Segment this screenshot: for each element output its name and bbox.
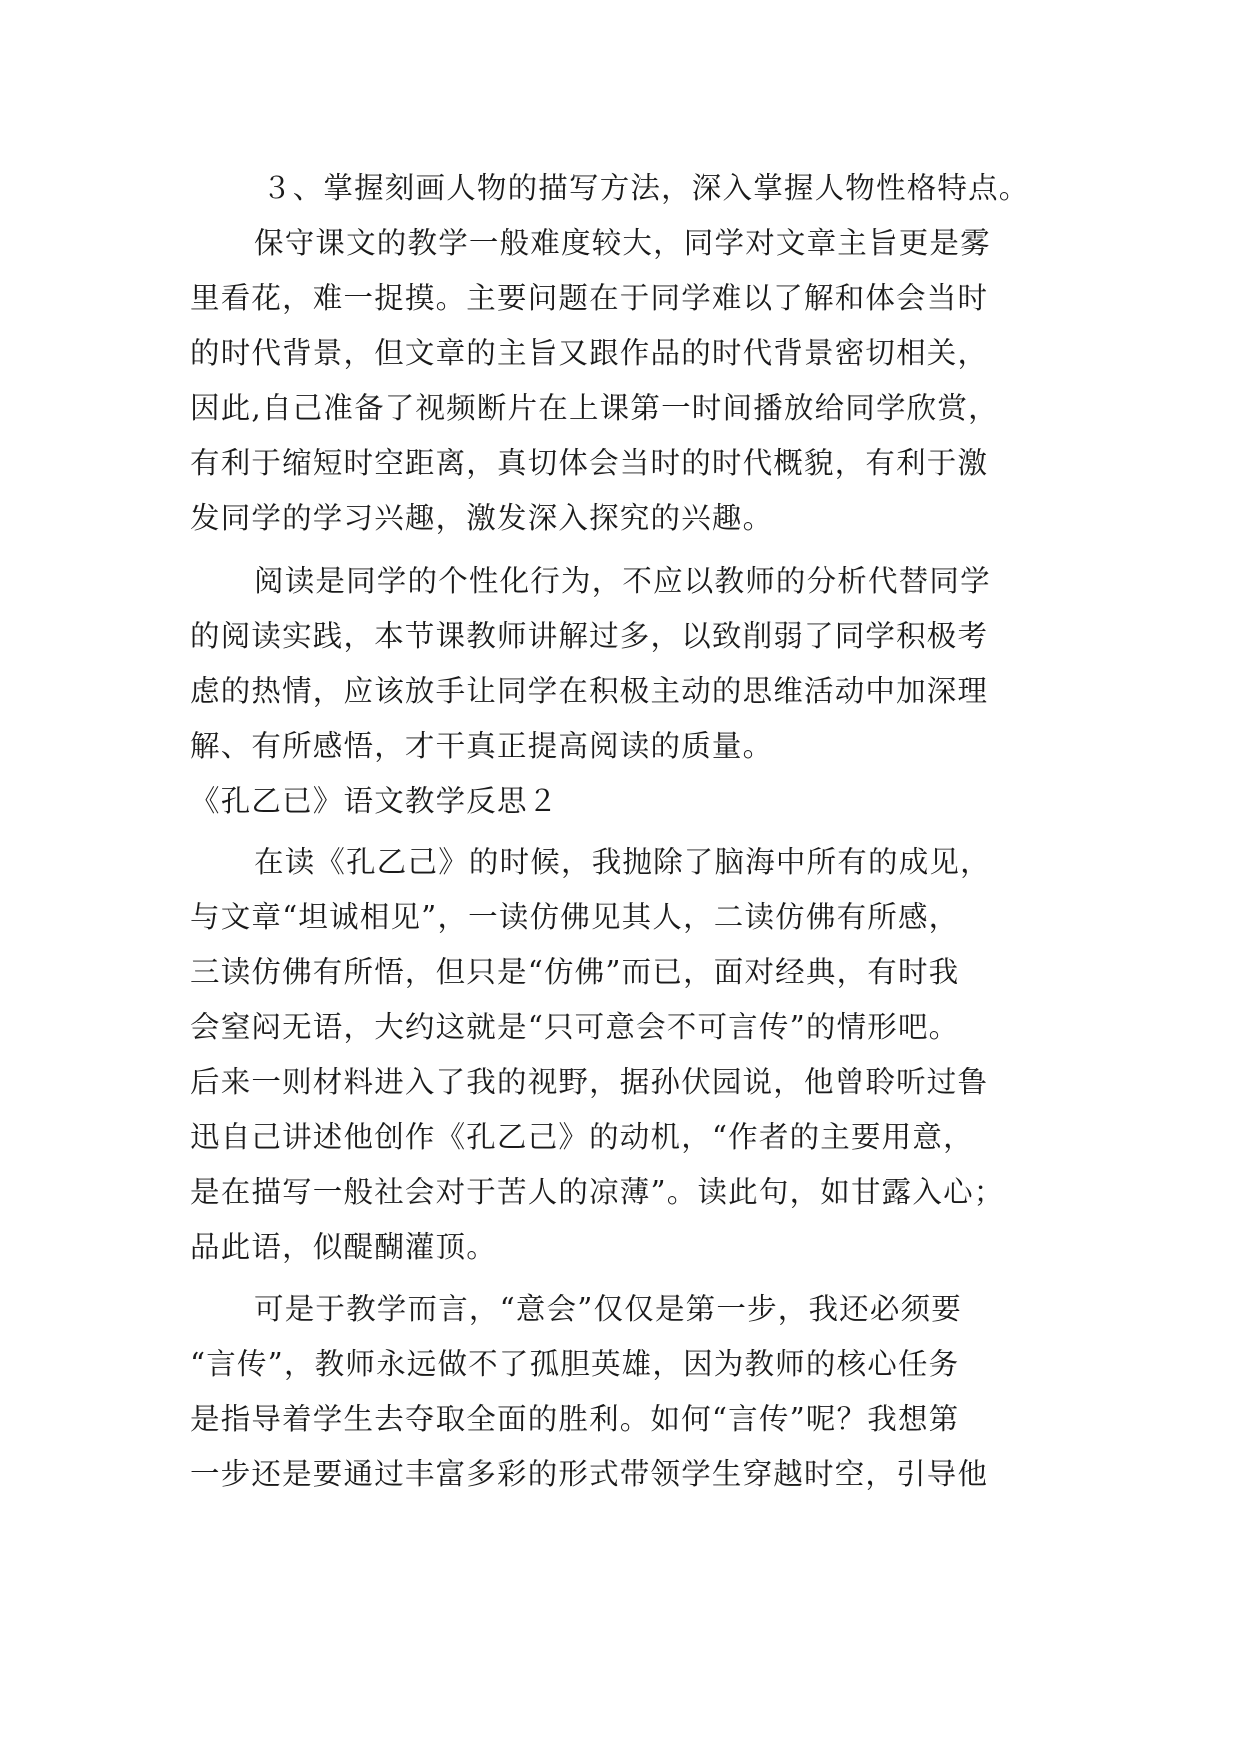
paragraph-line: 有利于缩短时空距离，真切体会当时的时代概貌，有利于激 (190, 446, 989, 480)
paragraph-line: 会窒闷无语，大约这就是“只可意会不可言传”的情形吧。 (190, 1010, 960, 1044)
paragraph-line: 品此语，似醍醐灌顶。 (190, 1230, 498, 1264)
paragraph-line: 的阅读实践，本节课教师讲解过多，以致削弱了同学积极考 (190, 619, 989, 653)
paragraph-line: 是指导着学生去夺取全面的胜利。如何“言传”呢？我想第 (190, 1402, 960, 1436)
paragraph-line: 是在描写一般社会对于苦人的凉薄”。读此句，如甘露入心； (190, 1175, 1005, 1209)
section-heading: 《孔乙已》语文教学反思２ (190, 784, 559, 818)
paragraph-line: 因此,自己准备了视频断片在上课第一时间播放给同学欣赏， (190, 391, 999, 425)
paragraph-line: 保守课文的教学一般难度较大，同学对文章主旨更是雾 (254, 226, 991, 260)
paragraph-line: 一步还是要通过丰富多彩的形式带领学生穿越时空，引导他 (190, 1457, 989, 1491)
paragraph-line: 阅读是同学的个性化行为，不应以教师的分析代替同学 (254, 564, 991, 598)
paragraph-line: 虑的热情，应该放手让同学在积极主动的思维活动中加深理 (190, 674, 989, 708)
paragraph-line: 三读仿佛有所悟，但只是“仿佛”而已，面对经典，有时我 (190, 955, 960, 989)
paragraph-line: 与文章“坦诚相见”，一读仿佛见其人，二读仿佛有所感， (190, 900, 960, 934)
paragraph-line: 里看花，难一捉摸。主要问题在于同学难以了解和体会当时 (190, 281, 989, 315)
paragraph-line: 的时代背景，但文章的主旨又跟作品的时代背景密切相关， (190, 336, 989, 370)
paragraph-line: 迅自己讲述他创作《孔乙己》的动机，“作者的主要用意， (190, 1120, 974, 1154)
paragraph-line: 后来一则材料进入了我的视野，据孙伏园说，他曾聆听过鲁 (190, 1065, 989, 1099)
paragraph-line: 解、有所感悟，才干真正提高阅读的质量。 (190, 729, 774, 763)
paragraph-line: 发同学的学习兴趣，激发深入探究的兴趣。 (190, 501, 774, 535)
paragraph-line: “言传”，教师永远做不了孤胆英雄，因为教师的核心任务 (190, 1347, 960, 1381)
paragraph-line: 在读《孔乙己》的时候，我抛除了脑海中所有的成见， (254, 845, 991, 879)
paragraph-line: 可是于教学而言，“意会”仅仅是第一步，我还必须要 (254, 1292, 962, 1326)
objective-3: ３、掌握刻画人物的描写方法，深入掌握人物性格特点。 (262, 171, 1030, 205)
